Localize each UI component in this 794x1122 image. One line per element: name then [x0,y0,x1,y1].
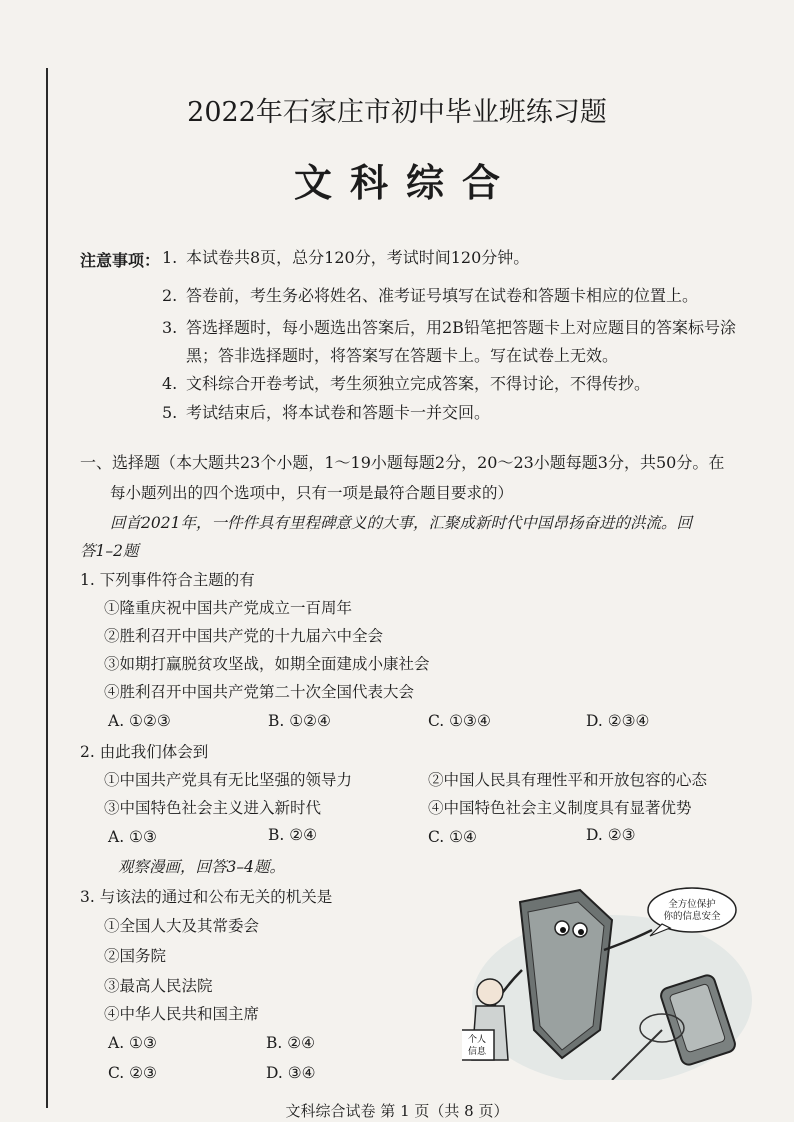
svg-text:个人: 个人 [467,1035,487,1045]
q3-item: ④中华人民共和国主席 [104,1005,260,1023]
q2-option-a: A. ①③ [108,828,157,846]
privacy-cartoon-image [462,880,752,1080]
q3-option-d: D. ③④ [266,1064,316,1082]
q2-item: ①中国共产党具有无比坚强的领导力 [104,771,353,789]
q3-option-c: C. ②③ [108,1064,157,1082]
q2-item: ④中国特色社会主义制度具有显著优势 [428,799,692,817]
q1-option-b: B. ①②④ [268,712,331,730]
question-1-stem: 1. 下列事件符合主题的有 [80,571,255,589]
q1-item: ④胜利召开中国共产党第二十次全国代表大会 [104,683,415,701]
note-item: 4. 文科综合开卷考试，考生须独立完成答案，不得讨论，不得传抄。 [162,374,651,393]
exam-title: 2022年石家庄市初中毕业班练习题 [187,97,607,128]
q2-option-b: B. ②④ [268,826,318,844]
note-item: 5. 考试结束后，将本试卷和答题卡一并交回。 [162,403,491,422]
notes-label: 注意事项： [80,251,161,270]
q2-option-c: C. ①④ [428,828,477,846]
page-footer: 文科综合试卷 第 1 页（共 8 页） [285,1102,509,1120]
section-heading: 一、选择题（本大题共23个小题，1～19小题每题2分，20～23小题每题3分，共50分。在 [80,453,725,472]
q3-item: ②国务院 [104,947,167,965]
svg-text:信息: 信息 [467,1047,487,1057]
q3-item: ③最高人民法院 [104,977,213,995]
q1-item: ①隆重庆祝中国共产党成立一百周年 [104,599,353,617]
q3-item: ①全国人大及其常委会 [104,917,260,935]
q1-option-d: D. ②③④ [586,712,650,730]
intro-text-cont: 答1–2题 [80,542,139,560]
intro-text-2: 观察漫画，回答3–4题。 [118,858,285,876]
q3-option-b: B. ②④ [266,1034,316,1052]
note-item: 3. 答选择题时，每小题选出答案后，用2B铅笔把答题卡上对应题目的答案标号涂 [162,318,736,337]
subject-title: 文科综合 [293,160,518,205]
q2-item: ③中国特色社会主义进入新时代 [104,799,322,817]
binding-margin-line [46,68,48,1108]
svg-text:你的信息安全: 你的信息安全 [663,911,721,922]
q1-item: ②胜利召开中国共产党的十九届六中全会 [104,627,384,645]
note-item: 黑；答非选择题时，将答案写在答题卡上。写在试卷上无效。 [186,346,619,365]
q1-item: ③如期打赢脱贫攻坚战，如期全面建成小康社会 [104,655,430,673]
q2-item: ②中国人民具有理性平和开放包容的心态 [428,771,708,789]
q2-option-d: D. ②③ [586,826,636,844]
question-2-stem: 2. 由此我们体会到 [80,743,209,761]
note-item: 2. 答卷前，考生务必将姓名、准考证号填写在试卷和答题卡相应的位置上。 [162,286,699,305]
q3-option-a: A. ①③ [108,1034,157,1052]
question-3-stem: 3. 与该法的通过和公布无关的机关是 [80,888,333,906]
q1-option-a: A. ①②③ [108,712,171,730]
q1-option-c: C. ①③④ [428,712,491,730]
note-item: 1. 本试卷共8页，总分120分，考试时间120分钟。 [162,248,530,267]
intro-text: 回首2021年，一件件具有里程碑意义的大事，汇聚成新时代中国昂扬奋进的洪流。回 [110,514,692,532]
svg-text:全方位保护: 全方位保护 [668,899,716,910]
section-heading-cont: 每小题列出的四个选项中，只有一项是最符合题目要求的） [110,484,514,502]
